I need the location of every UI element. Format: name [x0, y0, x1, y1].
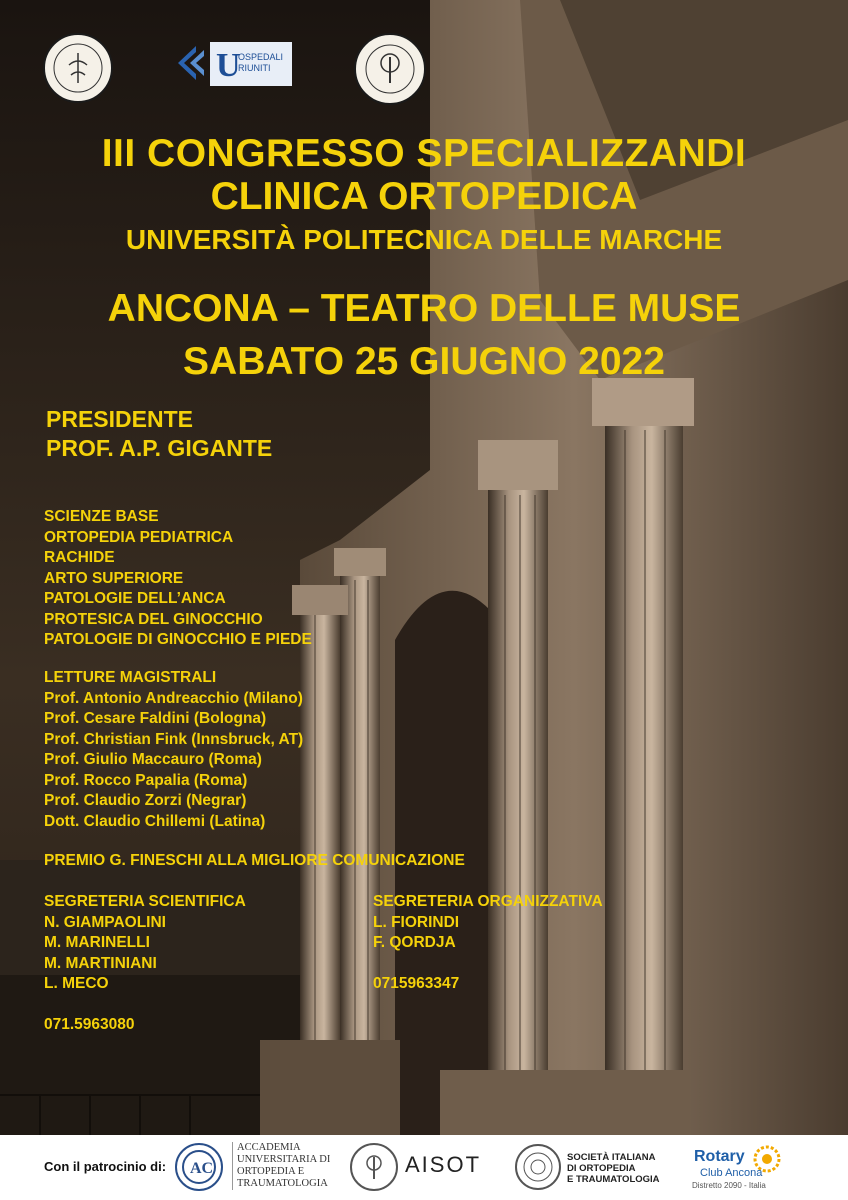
session-item: PATOLOGIE DI GINOCCHIO E PIEDE [44, 631, 312, 648]
segreteria-organizzativa-phone: 0715963347 [373, 975, 460, 992]
siot-logo [515, 1144, 561, 1190]
lecturer-item: Prof. Giulio Maccauro (Roma) [44, 751, 262, 768]
session-item: ARTO SUPERIORE [44, 569, 184, 587]
svg-text:U: U [216, 47, 241, 84]
siot-line: DI ORTOPEDIA [567, 1163, 636, 1174]
svg-text:RIUNITI: RIUNITI [238, 63, 271, 73]
sessions-list [44, 507, 312, 651]
univpm-logo [43, 33, 113, 103]
tree-seal-icon [356, 35, 424, 103]
premio-text: PREMIO G. FINESCHI ALLA MIGLIORE COMUNICAZIONE [44, 852, 465, 869]
svg-text:AC: AC [190, 1160, 214, 1177]
siot-text [567, 1152, 660, 1185]
session-item: SCIENZE BASE [44, 508, 159, 525]
lecturer-item: Prof. Rocco Papalia (Roma) [44, 771, 248, 789]
president-block [46, 405, 272, 463]
rotary-club: Club Ancona [700, 1167, 763, 1179]
member-item: N. GIAMPAOLINI [44, 913, 166, 931]
member-item: F. QORDJA [373, 934, 456, 951]
session-item: ORTOPEDIA PEDIATRICA [44, 528, 234, 546]
aisot-text: AISOT [405, 1152, 482, 1177]
letture-list [44, 668, 303, 832]
clinic-title: CLINICA ORTOPEDICA [210, 175, 638, 218]
member-item: L. MECO [44, 975, 109, 992]
aisot-tree-icon [352, 1145, 396, 1189]
segreteria-organizzativa-label: SEGRETERIA ORGANIZZATIVA [373, 893, 603, 910]
president-name: PROF. A.P. GIGANTE [46, 435, 273, 461]
segreteria-scientifica-label: SEGRETERIA SCIENTIFICA [44, 893, 246, 910]
accademia-line: ORTOPEDIA E [237, 1166, 305, 1177]
accademia-line: TRAUMATOLOGIA [237, 1178, 328, 1189]
clinica-ortopedica-logo [354, 33, 426, 105]
siot-seal-icon [517, 1146, 559, 1188]
lecturer-item: Prof. Antonio Andreacchio (Milano) [44, 689, 303, 707]
svg-text:OSPEDALI: OSPEDALI [238, 52, 284, 62]
session-item: RACHIDE [44, 549, 115, 566]
president-label: PRESIDENTE [46, 406, 193, 432]
lecturer-item: Dott. Claudio Chillemi (Latina) [44, 812, 266, 830]
member-item: L. FIORINDI [373, 913, 460, 931]
ospedali-riuniti-icon [176, 38, 296, 88]
accademia-logo [175, 1143, 223, 1191]
lecturer-item: Prof. Claudio Zorzi (Negrar) [44, 792, 247, 809]
date-title: SABATO 25 GIUGNO 2022 [183, 340, 665, 383]
aisot-logo [350, 1143, 398, 1191]
accademia-seal-icon [177, 1145, 221, 1189]
segreteria-scientifica-phone: 071.5963080 [44, 1016, 135, 1033]
siot-line: SOCIETÀ ITALIANA [567, 1152, 656, 1163]
lecturer-item: Prof. Christian Fink (Innsbruck, AT) [44, 730, 304, 748]
ospedali-riuniti-logo [176, 38, 296, 88]
lecturer-item: Prof. Cesare Faldini (Bologna) [44, 710, 267, 727]
university-title: UNIVERSITÀ POLITECNICA DELLE MARCHE [125, 224, 723, 255]
letture-label: LETTURE MAGISTRALI [44, 669, 217, 686]
member-item: M. MARINELLI [44, 934, 150, 951]
member-item: M. MARTINIANI [44, 954, 157, 972]
venue-title: ANCONA – TEATRO DELLE MUSE [107, 287, 741, 330]
segreteria-organizzativa [373, 892, 603, 954]
segreteria-scientifica [44, 892, 246, 995]
accademia-line: ACCADEMIA [237, 1142, 301, 1153]
univpm-seal-icon [45, 35, 111, 101]
rotary-district: Distretto 2090 - Italia [692, 1181, 766, 1190]
rotary-text: Rotary [694, 1148, 745, 1165]
congress-title: III CONGRESSO SPECIALIZZANDI [101, 132, 747, 175]
session-item: PATOLOGIE DELL’ANCA [44, 590, 226, 607]
accademia-line: UNIVERSITARIA DI [237, 1154, 331, 1165]
sponsors-footer [0, 1135, 848, 1200]
patrocinio-label: Con il patrocinio di: [44, 1159, 167, 1174]
session-item: PROTESICA DEL GINOCCHIO [44, 610, 263, 628]
siot-line: E TRAUMATOLOGIA [567, 1174, 660, 1185]
accademia-text [232, 1142, 330, 1190]
